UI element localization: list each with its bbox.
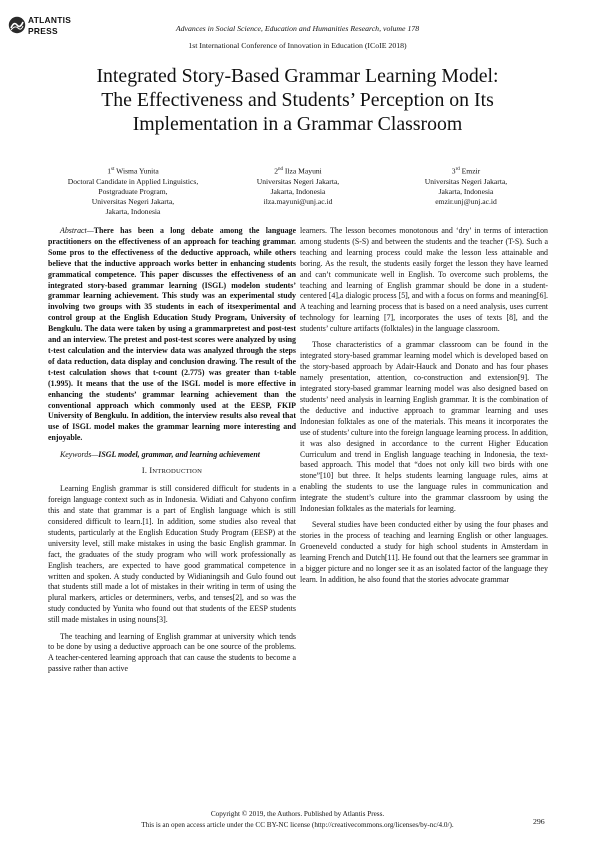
title-line-1: Integrated Story-Based Grammar Learning Model:: [96, 65, 499, 87]
abstract-label: Abstract—: [60, 226, 94, 235]
author-affiliation: Jakarta, Indonesia: [270, 186, 326, 196]
page-number: 296: [533, 817, 545, 826]
keywords-body: ISGL model, grammar, and learning achievement: [98, 449, 260, 459]
author-affiliation: Jakarta, Indonesia: [105, 206, 161, 216]
series-header: Advances in Social Science, Education and Humanities Research, volume 178: [175, 24, 420, 33]
author-affiliation: Universitas Negeri Jakarta,: [424, 176, 508, 186]
title-line-3: Implementation in a Grammar Classroom: [132, 113, 463, 135]
author-name: 3rd Emzir: [451, 166, 481, 176]
body-paragraph: Several studies have been conducted either by using the four phases and stories in the process of teaching and learning English or other languages. Groeneveld conducted a study for high school students in Amsterdam in learning French and Dutch[11]. He found out that the learners see grammar in a bigger picture and no longer see it as an isolated factor of the language they learn. In addition, he also found that the stories advocate grammar: [300, 520, 548, 584]
body-paragraph: The teaching and learning of English grammar at university which tends to be done by using a deductive approach can be one source of the problems. A teacher-centered learning approach that can cause the students to become a passive rather than active: [48, 631, 296, 674]
logo-text-press: PRESS: [28, 26, 58, 36]
left-column: [48, 226, 296, 681]
logo-text-atlantis: ATLANTIS: [28, 15, 72, 25]
right-column: [300, 226, 548, 591]
author-block-3: [381, 165, 551, 207]
author-affiliation: Doctoral Candidate in Applied Linguistics,: [67, 176, 199, 186]
author-email: emzir.unj@unj.ac.id: [435, 196, 497, 206]
author-affiliation: Jakarta, Indonesia: [438, 186, 494, 196]
paper-title: [40, 64, 555, 136]
author-block-2: [213, 165, 383, 207]
author-email: ilza.mayuni@unj.ac.id: [263, 196, 333, 206]
author-affiliation: Universitas Negeri Jakarta,: [91, 196, 175, 206]
author-name: 2nd Ilza Mayuni: [274, 166, 322, 176]
abstract: [48, 226, 296, 444]
keywords: [48, 450, 296, 461]
keywords-label: Keywords—: [60, 449, 99, 459]
author-affiliation: Postgraduate Program,: [98, 186, 168, 196]
conference-header: 1st International Conference of Innovation in Education (ICoIE 2018): [188, 41, 407, 50]
copyright-notice: Copyright © 2019, the Authors. Published by Atlantis Press.: [210, 810, 385, 818]
body-paragraph: learners. The lesson becomes monotonous and ‘dry’ in terms of interaction among students (S-S) and between the students and the teacher (T-S). Such a teaching and learning process could make the lesson less attainable and boring. As the result, the students easily forget the lesson they have learned and can’t communicate well in English. To overcome such problems, the teaching and learning of English grammar should be done in a student-centered [4],a dialogic process [5], and with a focus on forms and meaning[6]. A teaching and learning process that is based on a need analysis, uses current technology for learning [7], incorporates the uses of texts [8], and the students’ culture artifacts (folktales) in the language classroom.: [300, 226, 548, 334]
section-heading-introduction: I. INTRODUCTION: [141, 466, 203, 476]
abstract-body: There has been a long debate among the language practitioners on the effectiveness of an approach for teaching grammar. Some pros to the effectiveness of the deductive approach, while others believe that the inductive approach works better in enhancing students grammatical competence. This paper discusses the effectiveness of an integrated story-based grammar learning (ISGL) modelon students’ grammar learning achievement. This study was an experimental study involving two groups with 35 students in each of itsexperimental and control group at the English Education Study Program, University of Bengkulu. The data were taken by using a grammarpretest and post-test and an interview. The pretest and post-test scores were analyzed by using t-test calculation and the interview data was analyzed through the steps of data reduction, data display and conclusion drawing. The result of the t-test calculation shows that t-count (2.775) was greater than t-table (1.995). It means that the use of the ISGL model is more effective in enhancing the students’ grammar learning achievement than the conventional approach which commonly used at the EESP, FKIP University of Bengkulu. In addition, the interview results also reveal that use of ISGL model makes the grammar learning more interesting and enjoyable.: [48, 226, 296, 443]
title-line-2: The Effectiveness and Students’ Perception on Its: [101, 89, 494, 111]
body-paragraph: Those characteristics of a grammar classroom can be found in the integrated story-based grammar learning model which is developed based on the story-based approach by Adair-Hauck and Donato and has four phases namely presentation, attention, co-construction and extension[9]. The integrated story-based grammar learning model was also designed based on students’ need analysis in learning English grammar. It is the combination of the deductive and inductive approach to grammar learning and uses Indonesian folktales as one of the materials. This means it incorporates the use of students’ culture into the foreign language learning process. In addition, it was also designed in accordance to the current Higher Education Curriculum and trend in English language teaching in Indonesia, the text-based approach. This model that “does not only kill two birds with one stone”[10] but three. It helps students learning language rules, aims at enabling the students to use the language rules in communication and integrate the student’s culture into the grammar classroom by using the Indonesian folktales as the materials for learning.: [300, 340, 548, 514]
body-paragraph: Learning English grammar is still considered difficult for students in a foreign language context such as in Indonesia. Widiati and Cahyono confirm this and state that grammar is a part of English language which is still considered difficult to learn.[1]. In addition, some studies also reveal that students, particularly at the English Education Study Program (EESP) at the university level, still make mistakes in using the basic English grammar. In fact, the graduates of the study program who will work professionally as English teachers, are expected to have good grammatical competence in written and spoken. A study conducted by Widianingsih and Gulo found out that students still made a lot of mistakes in their writing in term of using the plural markers, articles or determiners, verbs, and tenses[2], and so was the study conducted by Yunita who found out that students of the EESP students still made mistakes in using nouns[3].: [48, 484, 296, 625]
license-notice: This is an open access article under the CC BY-NC license (http://creativecommons.org/licenses/by-nc/4.0/).: [141, 821, 454, 829]
author-block-1: [48, 165, 218, 217]
author-name: 1st Wisma Yunita: [107, 166, 159, 176]
author-affiliation: Universitas Negeri Jakarta,: [256, 176, 340, 186]
